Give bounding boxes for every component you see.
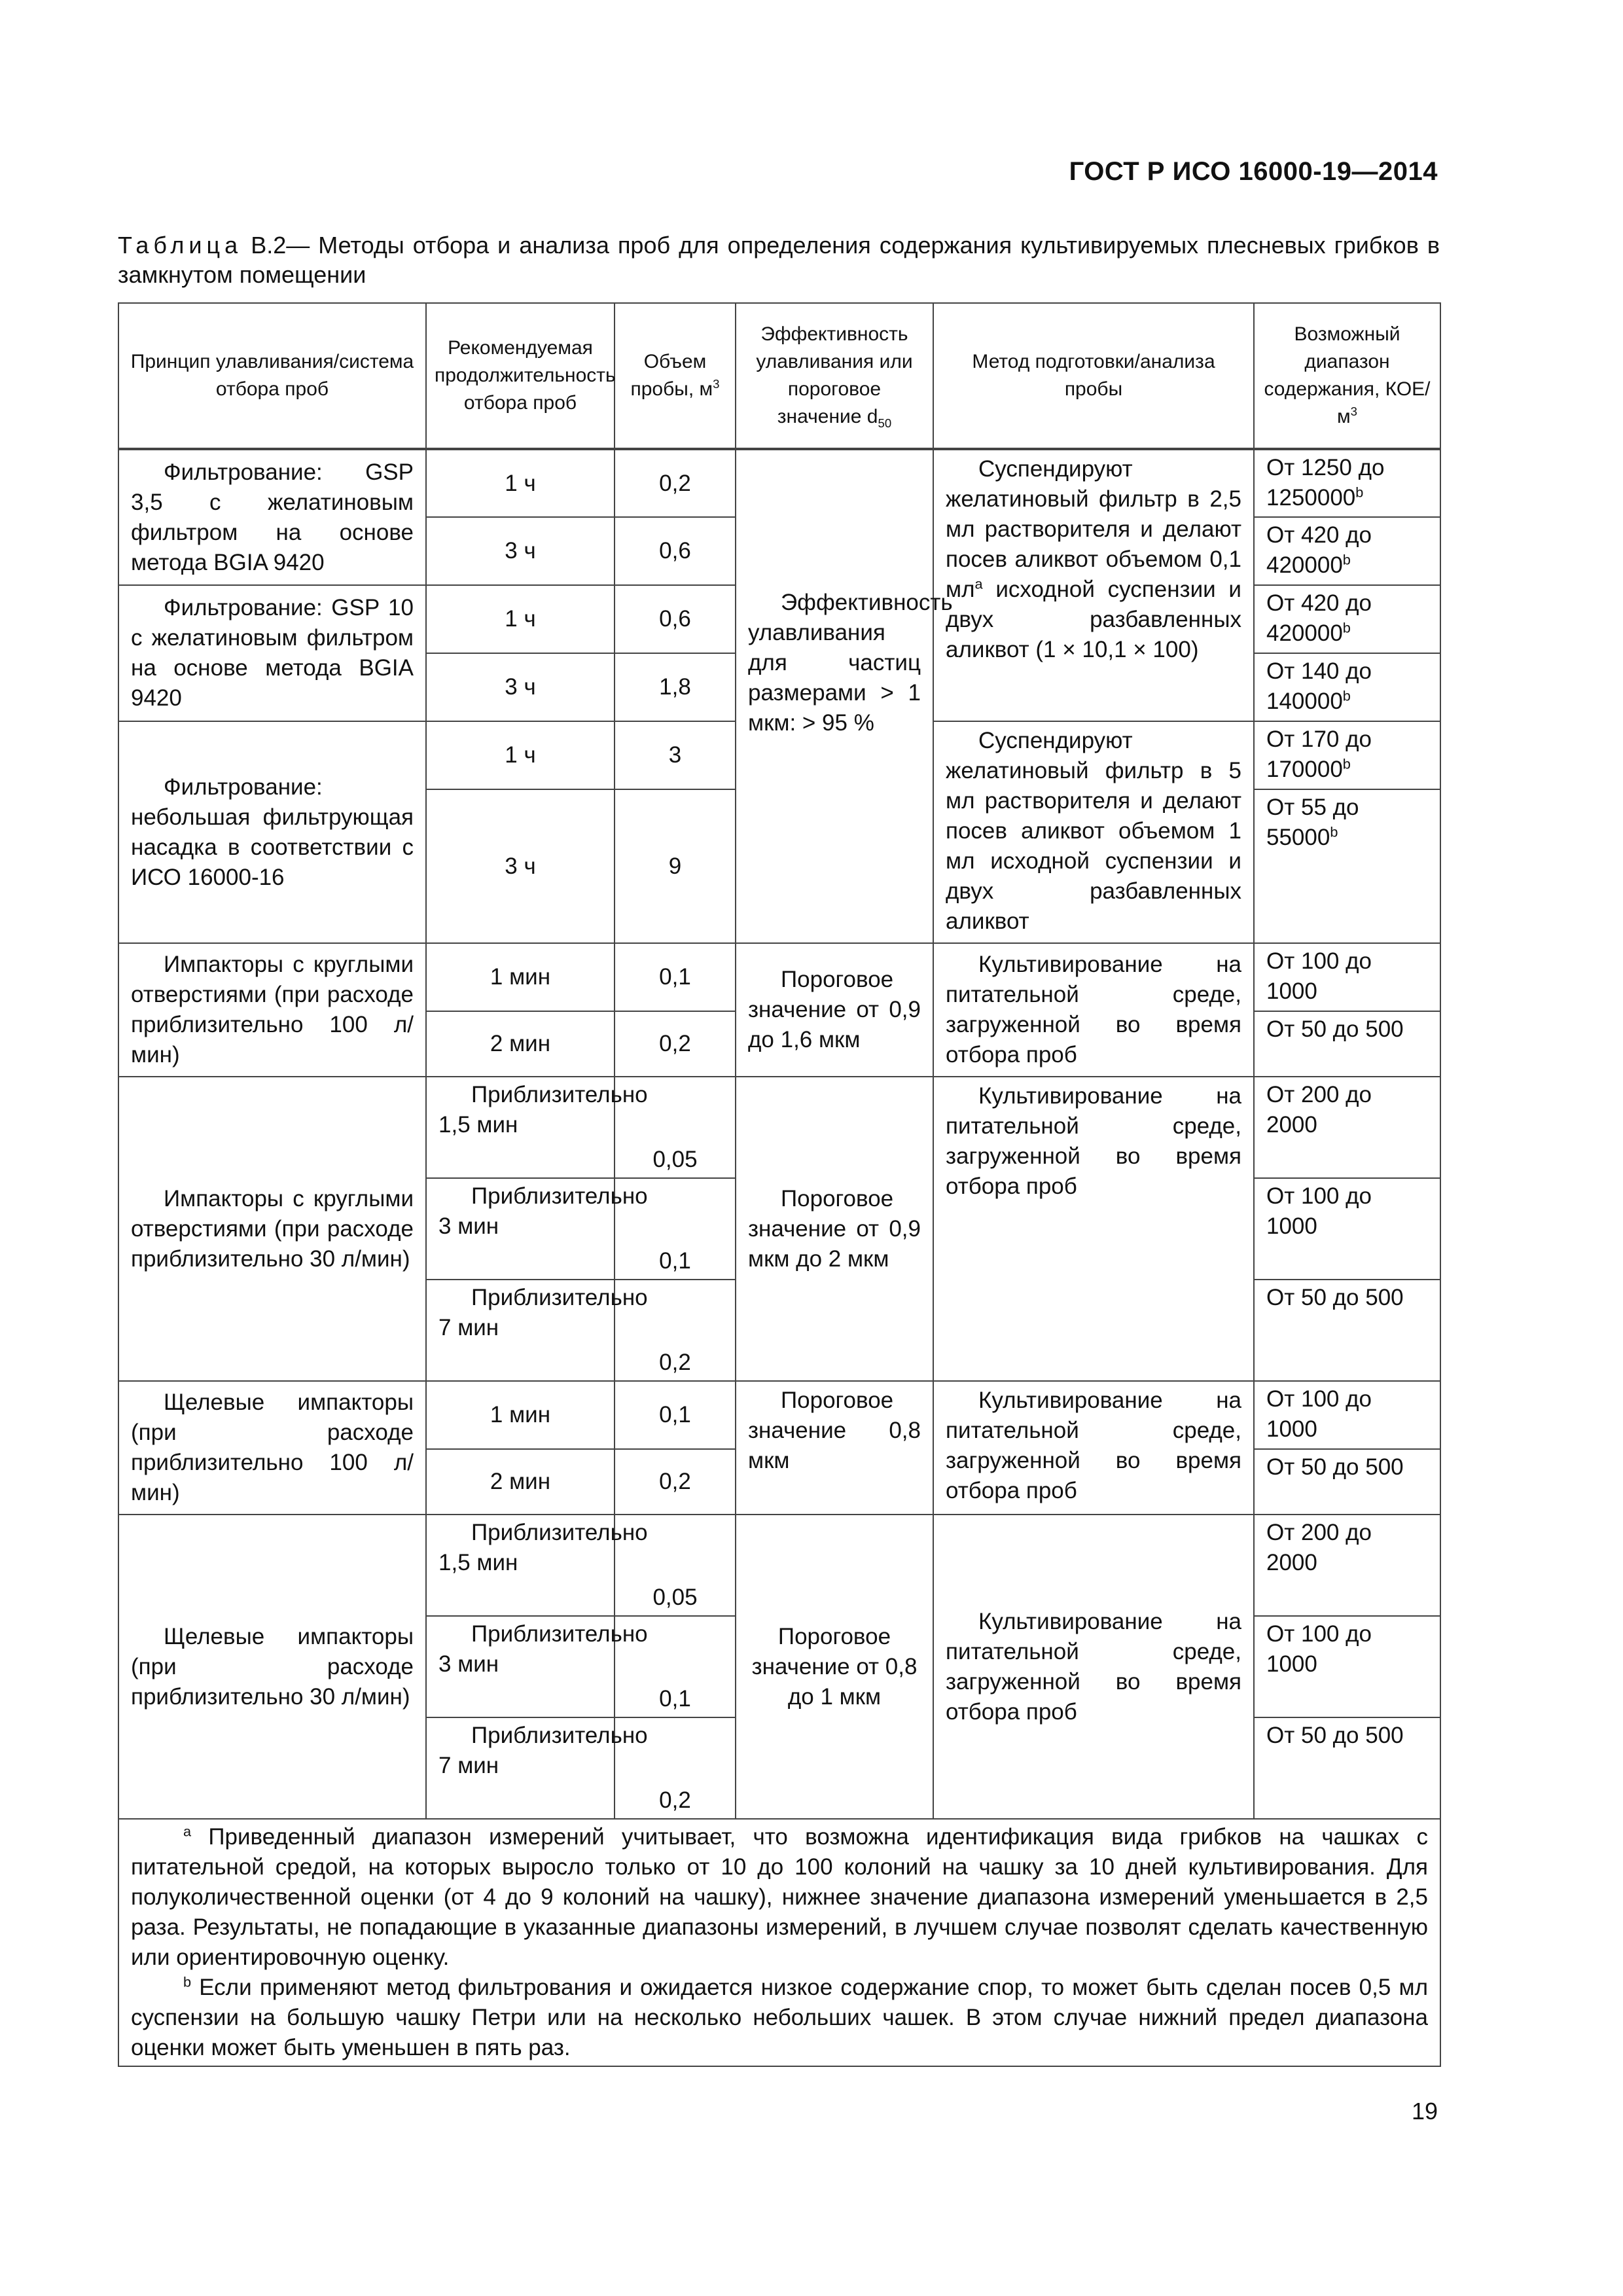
efficiency-cell: Пороговое значение от 0,9 мкм до 2 мкм xyxy=(736,1077,933,1381)
volume-cell: 0,05 xyxy=(615,1077,736,1178)
range-cell: От 100 до 1000 xyxy=(1254,1178,1440,1280)
principle-cell: Импакторы с круглыми отверстиями (при расходе приблизительно 30 л/мин) xyxy=(118,1077,426,1381)
duration-cell: 2 мин xyxy=(426,1011,615,1077)
method-cell: Культивирование на питательной среде, загруженной во время отбора проб xyxy=(933,1515,1254,1819)
duration-cell: 2 мин xyxy=(426,1449,615,1515)
footnote-a: $^a$ Приведенный диапазон измерений учитывает, что возможна идентификация вида грибков на чашках с питательной средой, на которых выросло только от 10 до 100 колоний на чашку за 10 дней культивирования. Для полуколичественной оценки (от 4 до 9 колоний на чашку), нижнее значение диапазона измерений уменьшается в 2,5 раза. Результаты, не попадающие в указанные диапазоны измерений, в лучшем случае позволят сделать качественную или ориентировочную оценку. xyxy=(131,1823,1428,1970)
header-method: Метод подготовки/анализа пробы xyxy=(933,303,1254,449)
volume-cell: 0,2 xyxy=(615,449,736,517)
method-cell: Культивирование на питательной среде, загруженной во время отбора проб xyxy=(933,1381,1254,1515)
volume-cell: 0,6 xyxy=(615,585,736,653)
table-row xyxy=(118,449,1440,517)
range-cell: От 420 до 420000$^b$ xyxy=(1254,585,1440,653)
efficiency-cell: Эффективность улавливания для частиц размерами > 1 мкм: > 95 % xyxy=(736,449,933,943)
principle-cell: Щелевые импакторы (при расходе приблизительно 100 л/мин) xyxy=(118,1381,426,1515)
table-row xyxy=(118,1515,1440,1616)
duration-cell: Приблизительно 7 мин xyxy=(426,1717,615,1819)
range-cell: От 140 до 140000$^b$ xyxy=(1254,653,1440,721)
duration-cell: Приблизительно 1,5 мин xyxy=(426,1515,615,1616)
volume-cell: 0,1 xyxy=(615,1381,736,1449)
principle-cell: Щелевые импакторы (при расходе приблизительно 30 л/мин) xyxy=(118,1515,426,1819)
efficiency-cell: Пороговое значение 0,8 мкм xyxy=(736,1381,933,1515)
duration-cell: 1 ч xyxy=(426,585,615,653)
header-duration: Рекомендуемая продолжительность отбора проб xyxy=(426,303,615,449)
range-cell: От 50 до 500 xyxy=(1254,1717,1440,1819)
table-notes xyxy=(118,1819,1440,2066)
volume-cell: 0,1 xyxy=(615,1178,736,1280)
table-row xyxy=(118,1077,1440,1178)
duration-cell: 3 ч xyxy=(426,789,615,943)
range-cell: От 100 до 1000 xyxy=(1254,1616,1440,1717)
header-efficiency: Эффективность улавливания или пороговое значение $d_{50}$ xyxy=(736,303,933,449)
duration-cell: Приблизительно 3 мин xyxy=(426,1616,615,1717)
caption-number: В.2 xyxy=(251,232,287,259)
page-number: 19 xyxy=(1411,2098,1438,2125)
volume-cell: 9 xyxy=(615,789,736,943)
principle-cell: Импакторы с круглыми отверстиями (при расходе приблизительно 100 л/мин) xyxy=(118,943,426,1077)
volume-cell: 0,05 xyxy=(615,1515,736,1616)
duration-cell: 3 ч xyxy=(426,517,615,585)
range-cell: От 420 до 420000$^b$ xyxy=(1254,517,1440,585)
volume-cell: 0,2 xyxy=(615,1717,736,1819)
table-caption xyxy=(118,230,1440,289)
table-row xyxy=(118,943,1440,1011)
volume-cell: 0,6 xyxy=(615,517,736,585)
table-notes-row xyxy=(118,1819,1440,2066)
efficiency-cell: Пороговое значение от 0,9 до 1,6 мкм xyxy=(736,943,933,1077)
method-cell: Суспендируют желатиновый фильтр в 2,5 мл растворителя и делают посев аликвот объемом 0,1 $мл^a$ исходной суспензии и двух разбавленных аликвот (1 × 10,1 × 100) xyxy=(933,449,1254,721)
duration-cell: 1 мин xyxy=(426,1381,615,1449)
volume-cell: 0,1 xyxy=(615,943,736,1011)
volume-cell: 0,2 xyxy=(615,1449,736,1515)
method-cell: Культивирование на питательной среде, загруженной во время отбора проб xyxy=(933,943,1254,1077)
header-principle: Принцип улавливания/система отбора проб xyxy=(118,303,426,449)
principle-cell: Фильтрование: GSP 10 с желатиновым фильтром на основе метода BGIA 9420 xyxy=(118,585,426,721)
duration-cell: Приблизительно 1,5 мин xyxy=(426,1077,615,1178)
range-cell: От 170 до 170000$^b$ xyxy=(1254,721,1440,789)
duration-cell: Приблизительно 3 мин xyxy=(426,1178,615,1280)
range-cell: От 55 до 55000$^b$ xyxy=(1254,789,1440,943)
document-standard-header: ГОСТ Р ИСО 16000-19—2014 xyxy=(1069,157,1438,186)
duration-cell: 1 ч xyxy=(426,721,615,789)
range-cell: От 200 до 2000 xyxy=(1254,1515,1440,1616)
duration-cell: 1 ч xyxy=(426,449,615,517)
principle-cell: Фильтрование: небольшая фильтрующая насадка в соответствии с ИСО 16000-16 xyxy=(118,721,426,943)
volume-cell: 0,2 xyxy=(615,1280,736,1381)
caption-label: Таблица xyxy=(118,232,243,259)
range-cell: От 200 до 2000 xyxy=(1254,1077,1440,1178)
range-cell: От 50 до 500 xyxy=(1254,1449,1440,1515)
footnote-b: $^b$ Если применяют метод фильтрования и ожидается низкое содержание спор, то может быть сделан посев 0,5 мл суспензии на большую чашку Петри или на несколько небольших чашек. В этом случае нижний предел диапазона оценки может быть уменьшен в пять раз. xyxy=(131,1973,1428,2060)
table-row xyxy=(118,1381,1440,1449)
efficiency-cell: Пороговое значение от 0,8 до 1 мкм xyxy=(736,1515,933,1819)
header-volume: Объем пробы, $м^3$ xyxy=(615,303,736,449)
duration-cell: 1 мин xyxy=(426,943,615,1011)
header-range: Возможный диапазон содержания, КОЕ/$м^3$ xyxy=(1254,303,1440,449)
caption-text: — Методы отбора и анализа проб для определения содержания культивируемых плесневых грибков в замкнутом помещении xyxy=(118,232,1440,288)
duration-cell: Приблизительно 7 мин xyxy=(426,1280,615,1381)
range-cell: От 1250 до 1250000$^b$ xyxy=(1254,449,1440,517)
methods-table xyxy=(118,302,1441,2067)
range-cell: От 50 до 500 xyxy=(1254,1011,1440,1077)
duration-cell: 3 ч xyxy=(426,653,615,721)
table-header-row xyxy=(118,303,1440,449)
method-cell: Культивирование на питательной среде, загруженной во время отбора проб xyxy=(933,1077,1254,1381)
range-cell: От 100 до 1000 xyxy=(1254,1381,1440,1449)
volume-cell: 1,8 xyxy=(615,653,736,721)
principle-cell: Фильтрование: GSP 3,5 с желатиновым фильтром на основе метода BGIA 9420 xyxy=(118,449,426,585)
volume-cell: 0,1 xyxy=(615,1616,736,1717)
method-cell: Суспендируют желатиновый фильтр в 5 мл растворителя и делают посев аликвот объемом 1 мл исходной суспензии и двух разбавленных аликвот xyxy=(933,721,1254,943)
range-cell: От 100 до 1000 xyxy=(1254,943,1440,1011)
volume-cell: 3 xyxy=(615,721,736,789)
volume-cell: 0,2 xyxy=(615,1011,736,1077)
range-cell: От 50 до 500 xyxy=(1254,1280,1440,1381)
